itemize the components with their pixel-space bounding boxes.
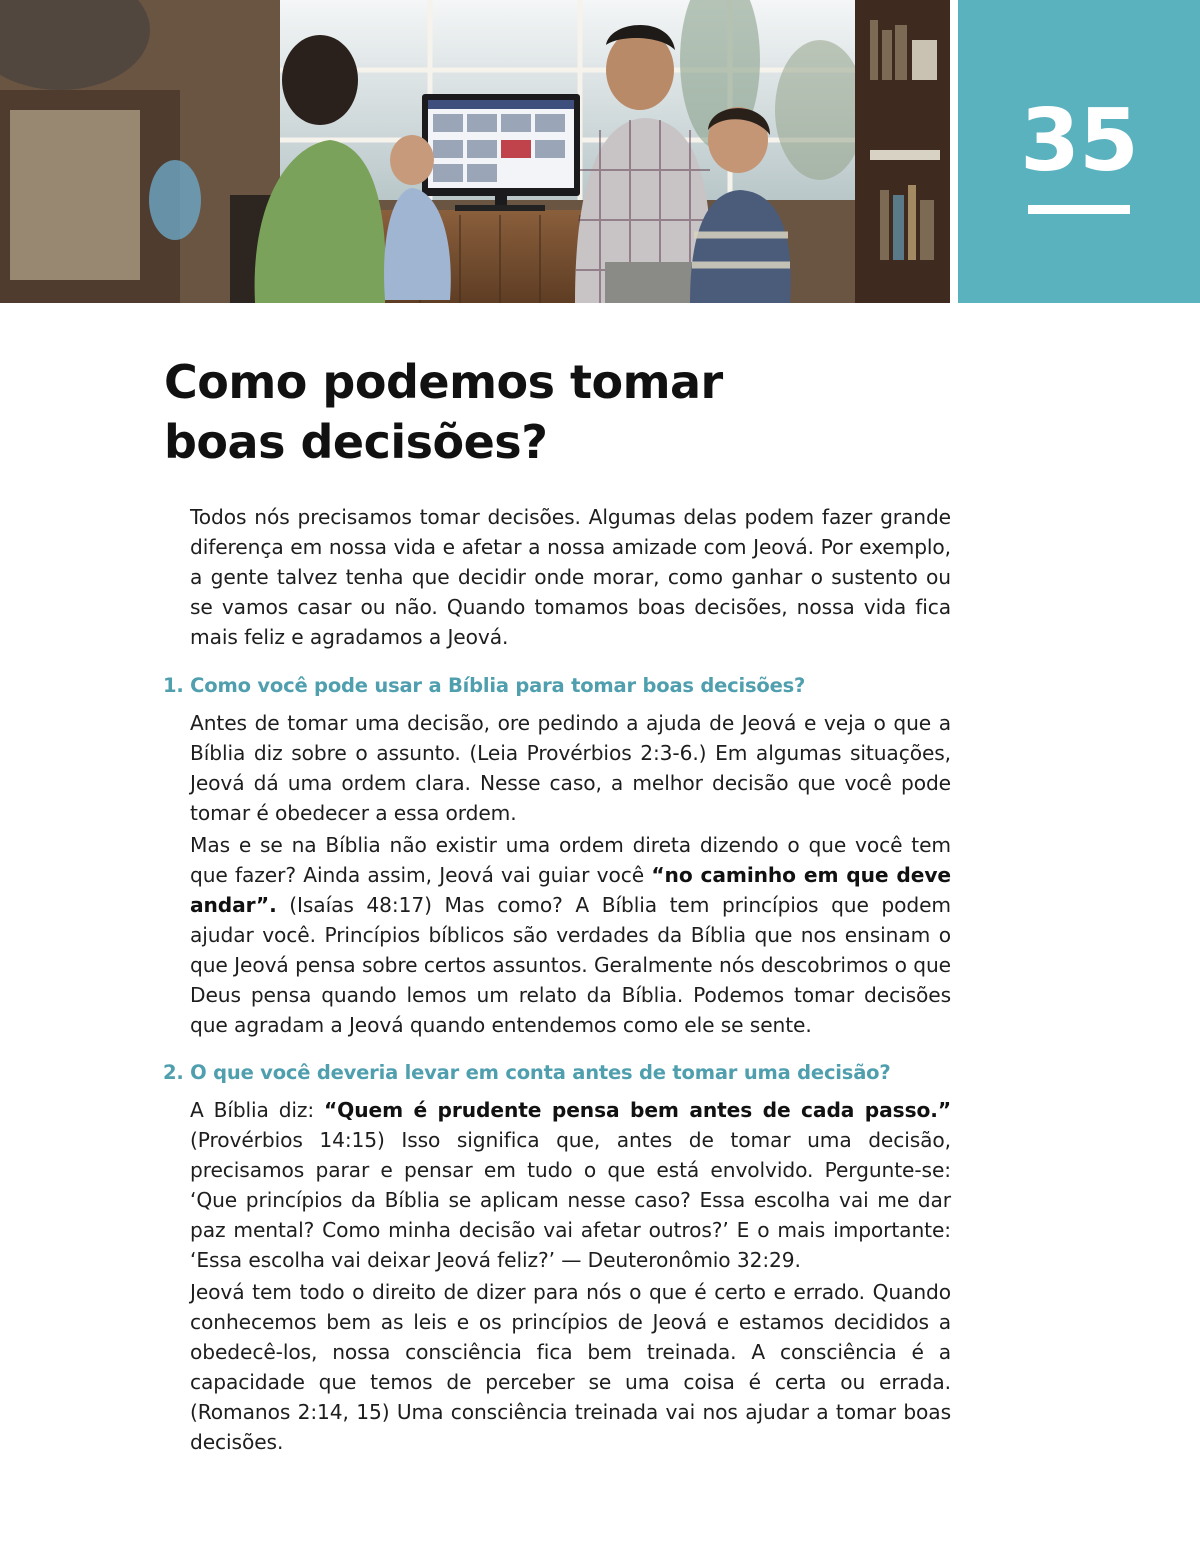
page-title [164, 352, 924, 472]
section-1-paragraph-2-text-a: Mas e se na Bíblia não existir uma ordem direta dizendo o que você tem que fazer? Ainda assim, Jeová vai guiar você [190, 833, 951, 887]
section-2-paragraph-2: Jeová tem todo o direito de dizer para nós o que é certo e errado. Quando conhecemos bem as leis e os princípios de Jeová e estamos decididos a obedecê-los, nossa consciência fica bem treinada. A consciência é a capacidade que temos de perceber se uma coisa é certa ou errada. (Romanos 2:14, 15) Uma consciência treinada vai nos ajudar a tomar boas decisões. [190, 1280, 951, 1454]
section-2-paragraph-1-text-a: A Bíblia diz: [190, 1098, 324, 1122]
section-1-heading: 1. Como você pode usar a Bíblia para tomar boas decisões? [163, 674, 806, 697]
section-2-heading: 2. O que você deveria levar em conta antes de tomar uma decisão? [163, 1061, 891, 1084]
header-photo [0, 0, 950, 303]
page-title-line-2: boas decisões? [164, 415, 548, 469]
scripture-quote-isaiah: “no caminho em que deve andar”. [190, 863, 951, 917]
section-1-paragraph-2 [190, 830, 951, 1040]
section-1-paragraph-2-text-b: (Isaías 48:17) Mas como? A Bíblia tem princípios que podem ajudar você. Princípios bíblicos são verdades da Bíblia que nos ensinam o que Jeová pensa sobre certos assuntos. Geralmente nós descobrimos o que Deus pensa quando lemos um relato da Bíblia. Podemos tomar decisões que agradam a Jeová quando entendemos como ele se sente. [190, 893, 951, 1037]
scripture-quote-proverbs: “Quem é prudente pensa bem antes de cada passo.” [323, 1098, 952, 1122]
page-title-line-1: Como podemos tomar [164, 355, 723, 409]
lesson-number: 35 [1020, 91, 1138, 191]
lesson-number-underline [1028, 205, 1130, 214]
section-1-paragraph-1: Antes de tomar uma decisão, ore pedindo a ajuda de Jeová e veja o que a Bíblia diz sobre o assunto. (Leia Provérbios 2:3-6.) Em algumas situações, Jeová dá uma ordem clara. Nesse caso, a melhor decisão que você pode tomar é obedecer a essa ordem. [190, 711, 951, 825]
intro-paragraph: Todos nós precisamos tomar decisões. Algumas delas podem fazer grande diferença em nossa vida e afetar a nossa amizade com Jeová. Por exemplo, a gente talvez tenha que decidir onde morar, como ganhar o sustento ou se vamos casar ou não. Quando tomamos boas decisões, nossa vida fica mais feliz e agradamos a Jeová. [190, 505, 951, 649]
section-2-paragraph-1 [190, 1095, 951, 1275]
family-computer-illustration [0, 0, 950, 303]
lesson-number-tab [958, 0, 1200, 303]
section-2-paragraph-1-text-b: (Provérbios 14:15) Isso significa que, antes de tomar uma decisão, precisamos parar e pensar em tudo o que está envolvido. Pergunte-se: ‘Que princípios da Bíblia se aplicam nesse caso? Essa escolha vai me dar paz mental? Como minha decisão vai afetar outros?’ E o mais importante: ‘Essa escolha vai deixar Jeová feliz?’ — Deuteronômio 32:29. [190, 1128, 951, 1272]
